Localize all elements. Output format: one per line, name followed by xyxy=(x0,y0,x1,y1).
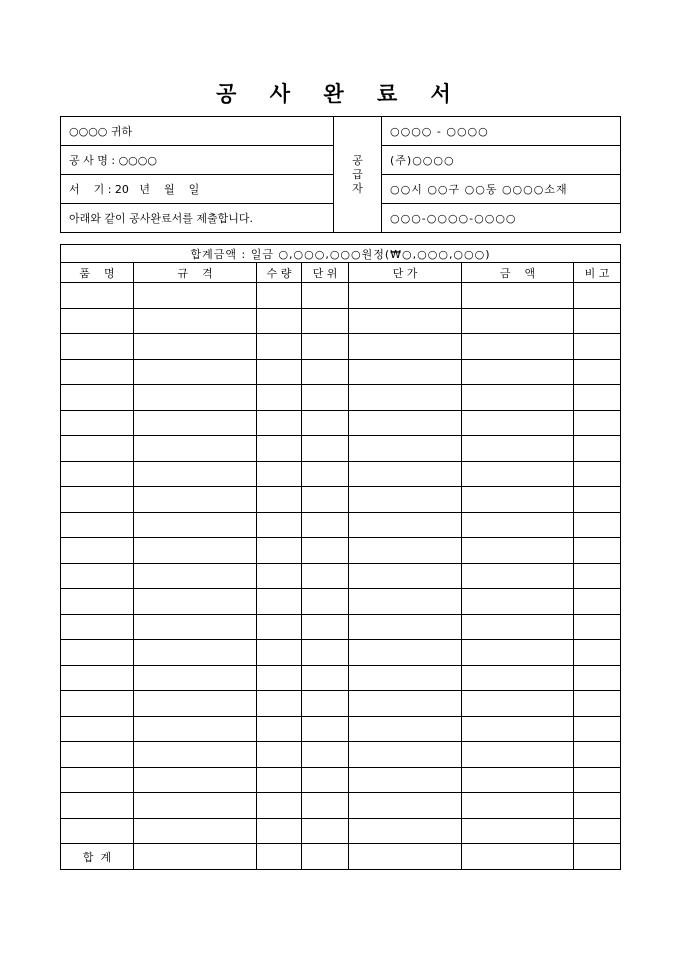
table-cell[interactable] xyxy=(462,665,574,691)
table-row xyxy=(61,538,621,564)
table-cell[interactable] xyxy=(574,767,621,793)
table-cell[interactable] xyxy=(257,563,302,589)
table-cell[interactable] xyxy=(61,359,134,385)
table-row xyxy=(61,308,621,334)
table-cell[interactable] xyxy=(462,283,574,309)
table-cell[interactable] xyxy=(462,742,574,768)
table-cell[interactable] xyxy=(574,283,621,309)
table-cell[interactable] xyxy=(574,461,621,487)
table-cell[interactable] xyxy=(574,589,621,615)
statement-cell: 아래와 같이 공사완료서를 제출합니다. xyxy=(61,204,334,233)
table-cell[interactable] xyxy=(462,691,574,717)
table-cell[interactable] xyxy=(349,589,462,615)
table-cell[interactable] xyxy=(302,308,349,334)
table-cell[interactable] xyxy=(349,410,462,436)
table-cell[interactable] xyxy=(257,308,302,334)
table-cell[interactable] xyxy=(302,767,349,793)
table-cell[interactable] xyxy=(462,767,574,793)
table-row xyxy=(61,614,621,640)
sum-cell[interactable] xyxy=(574,844,621,870)
table-cell[interactable] xyxy=(574,640,621,666)
table-cell[interactable] xyxy=(349,385,462,411)
table-cell[interactable] xyxy=(61,665,134,691)
table-cell[interactable] xyxy=(349,308,462,334)
table-cell[interactable] xyxy=(574,563,621,589)
table-row xyxy=(61,742,621,768)
period-cell: 서 기 : 20 년 월 일 xyxy=(61,175,334,204)
table-cell[interactable] xyxy=(462,487,574,513)
table-cell[interactable] xyxy=(462,308,574,334)
table-cell[interactable] xyxy=(302,538,349,564)
address-cell: ○○시 ○○구 ○○동 ○○○○소재 xyxy=(382,175,621,204)
table-cell[interactable] xyxy=(349,614,462,640)
table-cell[interactable] xyxy=(349,640,462,666)
table-cell[interactable] xyxy=(134,793,257,819)
table-cell[interactable] xyxy=(61,767,134,793)
table-cell[interactable] xyxy=(462,589,574,615)
table-cell[interactable] xyxy=(61,436,134,462)
sum-cell[interactable] xyxy=(302,844,349,870)
table-cell[interactable] xyxy=(61,614,134,640)
table-cell[interactable] xyxy=(302,614,349,640)
table-cell[interactable] xyxy=(257,385,302,411)
sum-cell[interactable] xyxy=(257,844,302,870)
table-cell[interactable] xyxy=(61,716,134,742)
table-cell[interactable] xyxy=(574,487,621,513)
table-cell[interactable] xyxy=(574,716,621,742)
table-row xyxy=(61,512,621,538)
table-cell[interactable] xyxy=(134,359,257,385)
table-cell[interactable] xyxy=(349,691,462,717)
table-cell[interactable] xyxy=(462,538,574,564)
table-cell[interactable] xyxy=(134,538,257,564)
table-cell[interactable] xyxy=(462,410,574,436)
table-cell[interactable] xyxy=(257,334,302,360)
table-cell[interactable] xyxy=(574,385,621,411)
table-cell[interactable] xyxy=(134,461,257,487)
table-cell[interactable] xyxy=(349,538,462,564)
table-cell[interactable] xyxy=(574,359,621,385)
table-cell[interactable] xyxy=(134,716,257,742)
table-cell[interactable] xyxy=(574,818,621,844)
sum-cell[interactable] xyxy=(349,844,462,870)
table-cell[interactable] xyxy=(302,665,349,691)
supplier-label: 공 급 자 xyxy=(334,117,382,233)
table-cell[interactable] xyxy=(257,512,302,538)
table-cell[interactable] xyxy=(349,742,462,768)
table-cell[interactable] xyxy=(302,385,349,411)
table-cell[interactable] xyxy=(134,767,257,793)
table-cell[interactable] xyxy=(462,512,574,538)
table-cell[interactable] xyxy=(302,742,349,768)
table-cell[interactable] xyxy=(257,767,302,793)
table-cell[interactable] xyxy=(462,359,574,385)
table-cell[interactable] xyxy=(61,512,134,538)
table-cell[interactable] xyxy=(61,410,134,436)
header-table xyxy=(60,116,621,233)
table-row xyxy=(61,793,621,819)
table-cell[interactable] xyxy=(257,665,302,691)
table-cell[interactable] xyxy=(302,487,349,513)
column-header-unit: 단 위 xyxy=(302,263,349,283)
column-header-amount: 금 액 xyxy=(462,263,574,283)
table-cell[interactable] xyxy=(134,283,257,309)
column-header-item: 품 명 xyxy=(61,263,134,283)
column-header-spec: 규 격 xyxy=(134,263,257,283)
table-cell[interactable] xyxy=(462,563,574,589)
table-cell[interactable] xyxy=(257,538,302,564)
table-cell[interactable] xyxy=(302,563,349,589)
table-cell[interactable] xyxy=(462,461,574,487)
items-table xyxy=(60,244,621,870)
table-cell[interactable] xyxy=(302,436,349,462)
table-cell[interactable] xyxy=(349,793,462,819)
table-cell[interactable] xyxy=(302,359,349,385)
table-cell[interactable] xyxy=(134,563,257,589)
table-cell[interactable] xyxy=(574,742,621,768)
table-row xyxy=(61,283,621,309)
table-cell[interactable] xyxy=(61,283,134,309)
project-name-cell: 공 사 명 : ○○○○ xyxy=(61,146,334,175)
table-cell[interactable] xyxy=(257,283,302,309)
sum-cell[interactable] xyxy=(134,844,257,870)
table-cell[interactable] xyxy=(349,461,462,487)
table-row xyxy=(61,818,621,844)
table-cell[interactable] xyxy=(302,410,349,436)
table-cell[interactable] xyxy=(462,640,574,666)
table-cell[interactable] xyxy=(134,410,257,436)
table-cell[interactable] xyxy=(257,793,302,819)
table-cell[interactable] xyxy=(574,538,621,564)
table-cell[interactable] xyxy=(574,410,621,436)
table-row xyxy=(61,640,621,666)
table-cell[interactable] xyxy=(257,640,302,666)
table-cell[interactable] xyxy=(349,563,462,589)
table-cell[interactable] xyxy=(61,563,134,589)
table-cell[interactable] xyxy=(61,691,134,717)
table-cell[interactable] xyxy=(61,487,134,513)
document-title: 공 사 완 료 서 xyxy=(216,81,464,106)
table-cell[interactable] xyxy=(349,359,462,385)
table-cell[interactable] xyxy=(349,818,462,844)
table-cell[interactable] xyxy=(462,385,574,411)
table-cell[interactable] xyxy=(574,334,621,360)
sum-cell[interactable] xyxy=(462,844,574,870)
table-row xyxy=(61,487,621,513)
table-cell[interactable] xyxy=(257,742,302,768)
table-cell[interactable] xyxy=(61,818,134,844)
table-cell[interactable] xyxy=(61,640,134,666)
table-cell[interactable] xyxy=(134,487,257,513)
table-cell[interactable] xyxy=(302,512,349,538)
table-cell[interactable] xyxy=(349,436,462,462)
table-cell[interactable] xyxy=(134,589,257,615)
column-header-quantity: 수 량 xyxy=(257,263,302,283)
table-cell[interactable] xyxy=(462,334,574,360)
table-row xyxy=(61,359,621,385)
column-header-remarks: 비 고 xyxy=(574,263,621,283)
table-row xyxy=(61,563,621,589)
table-cell[interactable] xyxy=(134,614,257,640)
table-cell[interactable] xyxy=(257,461,302,487)
table-cell[interactable] xyxy=(574,793,621,819)
table-row xyxy=(61,334,621,360)
table-cell[interactable] xyxy=(574,614,621,640)
table-cell[interactable] xyxy=(257,359,302,385)
table-cell[interactable] xyxy=(302,793,349,819)
table-cell[interactable] xyxy=(349,283,462,309)
table-cell[interactable] xyxy=(349,487,462,513)
recipient-cell: ○○○○ 귀하 xyxy=(61,117,334,146)
table-cell[interactable] xyxy=(302,589,349,615)
table-cell[interactable] xyxy=(134,742,257,768)
table-row xyxy=(61,589,621,615)
table-row xyxy=(61,665,621,691)
table-cell[interactable] xyxy=(61,742,134,768)
table-cell[interactable] xyxy=(257,589,302,615)
table-cell[interactable] xyxy=(257,487,302,513)
table-row xyxy=(61,767,621,793)
sum-row xyxy=(61,844,621,870)
table-cell[interactable] xyxy=(257,436,302,462)
table-row xyxy=(61,436,621,462)
table-cell[interactable] xyxy=(134,691,257,717)
table-cell[interactable] xyxy=(61,308,134,334)
table-cell[interactable] xyxy=(257,716,302,742)
total-amount: 합계금액 : 일금 ○,○○○,○○○원정(₩○,○○○,○○○) xyxy=(61,245,621,263)
phone-cell: ○○○-○○○○-○○○○ xyxy=(382,204,621,233)
table-cell[interactable] xyxy=(462,614,574,640)
table-cell[interactable] xyxy=(134,436,257,462)
table-cell[interactable] xyxy=(257,614,302,640)
table-cell[interactable] xyxy=(349,665,462,691)
table-cell[interactable] xyxy=(61,589,134,615)
table-cell[interactable] xyxy=(349,716,462,742)
table-cell[interactable] xyxy=(574,308,621,334)
table-row xyxy=(61,716,621,742)
table-cell[interactable] xyxy=(462,793,574,819)
table-cell[interactable] xyxy=(134,385,257,411)
table-cell[interactable] xyxy=(302,691,349,717)
table-row xyxy=(61,461,621,487)
table-cell[interactable] xyxy=(61,334,134,360)
column-header-unit-price: 단 가 xyxy=(349,263,462,283)
table-cell[interactable] xyxy=(462,818,574,844)
table-cell[interactable] xyxy=(302,283,349,309)
table-cell[interactable] xyxy=(61,461,134,487)
table-cell[interactable] xyxy=(257,818,302,844)
table-cell[interactable] xyxy=(61,538,134,564)
table-cell[interactable] xyxy=(134,640,257,666)
table-cell[interactable] xyxy=(257,691,302,717)
table-cell[interactable] xyxy=(462,436,574,462)
table-cell[interactable] xyxy=(302,461,349,487)
table-cell[interactable] xyxy=(302,716,349,742)
table-row xyxy=(61,410,621,436)
table-cell[interactable] xyxy=(349,767,462,793)
table-cell[interactable] xyxy=(302,334,349,360)
sum-label: 합 계 xyxy=(61,844,134,870)
table-cell[interactable] xyxy=(574,691,621,717)
table-cell[interactable] xyxy=(61,385,134,411)
table-cell[interactable] xyxy=(134,512,257,538)
table-cell[interactable] xyxy=(134,308,257,334)
table-cell[interactable] xyxy=(462,716,574,742)
table-cell[interactable] xyxy=(134,818,257,844)
table-cell[interactable] xyxy=(349,334,462,360)
table-cell[interactable] xyxy=(574,512,621,538)
table-cell[interactable] xyxy=(349,512,462,538)
business-number-cell: ○○○○ - ○○○○ xyxy=(382,117,621,146)
table-row xyxy=(61,691,621,717)
table-cell[interactable] xyxy=(302,640,349,666)
table-cell[interactable] xyxy=(574,436,621,462)
table-cell[interactable] xyxy=(134,665,257,691)
company-cell: (주)○○○○ xyxy=(382,146,621,175)
table-cell[interactable] xyxy=(61,793,134,819)
table-cell[interactable] xyxy=(574,665,621,691)
table-cell[interactable] xyxy=(302,818,349,844)
table-cell[interactable] xyxy=(134,334,257,360)
table-cell[interactable] xyxy=(257,410,302,436)
table-row xyxy=(61,385,621,411)
